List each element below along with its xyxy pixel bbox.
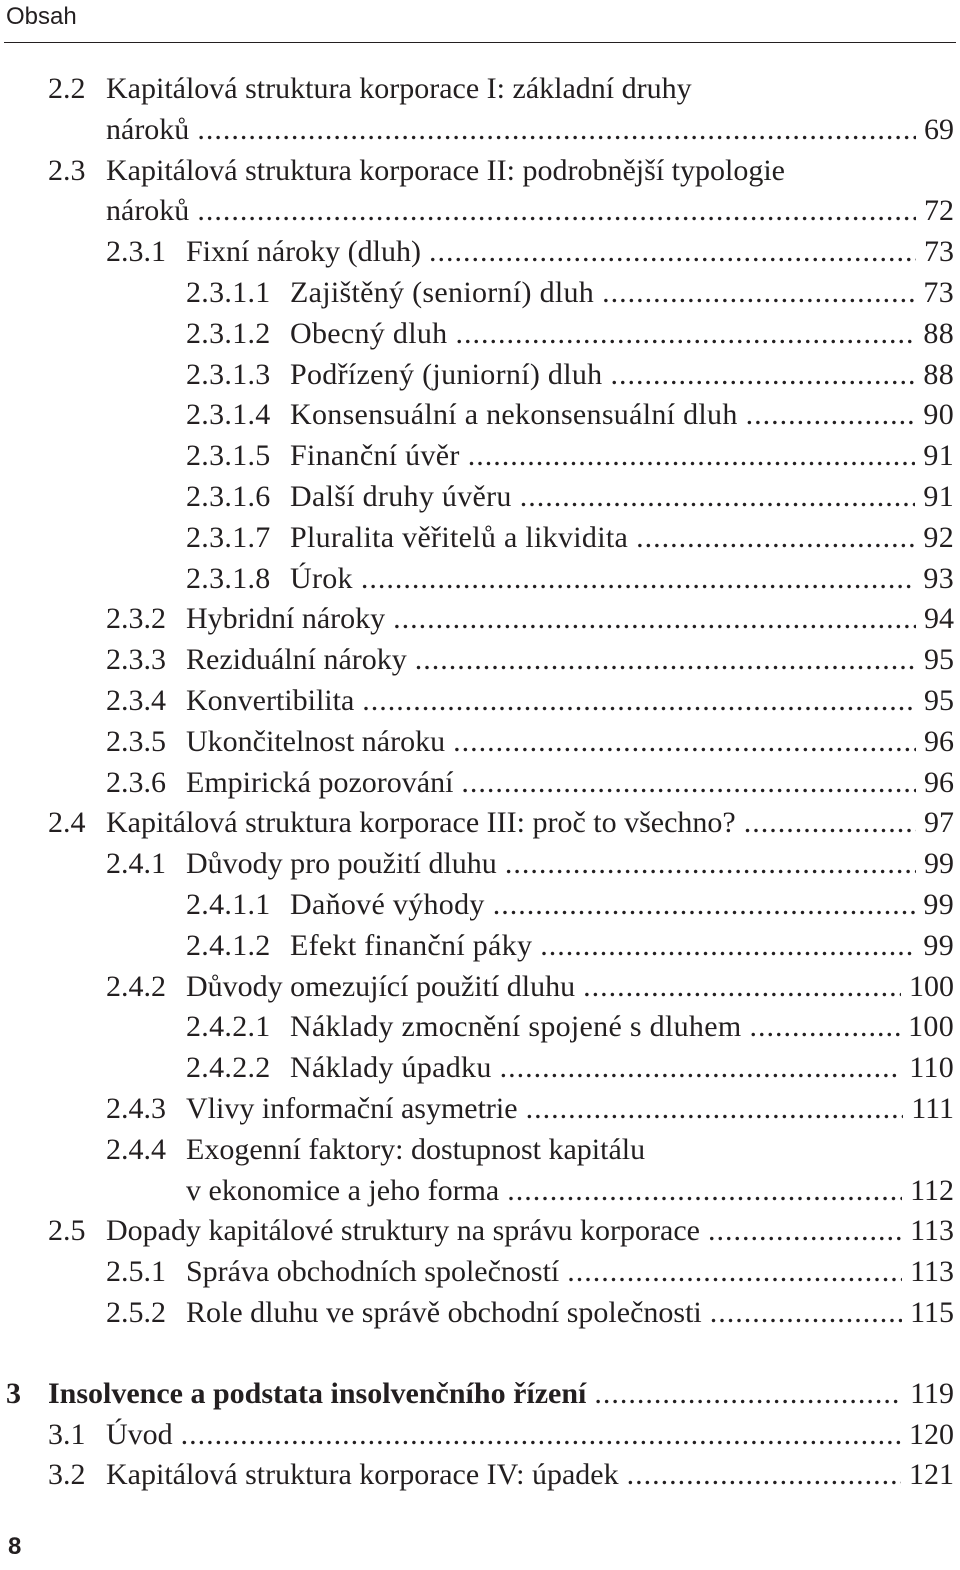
toc-entry-number: 2.3.1.3: [186, 357, 271, 391]
toc-entry-title: Role dluhu ve správě obchodní společnosti: [186, 1295, 702, 1329]
dot-leader: [610, 355, 915, 396]
toc-entry-body: [186, 1130, 954, 1212]
toc-entry-number: 2.3.1.1: [186, 275, 271, 309]
toc-entry-number: 2.3.2: [106, 602, 166, 636]
toc-entry[interactable]: [0, 355, 960, 396]
toc-entry-title: Správa obchodních společností: [186, 1255, 560, 1289]
toc-entry-page-number: 90: [923, 398, 954, 432]
toc-entry-title: Vlivy informační asymetrie: [186, 1091, 518, 1125]
dot-leader: [197, 191, 916, 232]
toc-entry-page-number: 96: [924, 765, 954, 799]
toc-entry-body: [290, 559, 954, 600]
toc-entry-title: Úvod: [106, 1417, 173, 1451]
toc-entry-number: 2.4.2: [106, 969, 166, 1003]
toc-entry-page-number: 94: [924, 602, 954, 636]
toc-entry-body: [106, 803, 954, 844]
toc-entry-leader-line: [186, 232, 954, 273]
toc-entry-number: 2.3.1.7: [186, 520, 271, 554]
toc-entry-body: [186, 599, 954, 640]
toc-entry-number: 2.2: [48, 72, 86, 105]
running-head: Obsah: [6, 3, 77, 30]
toc-entry-title: Důvody omezující použití dluhu: [186, 969, 576, 1003]
toc-entry-body: [186, 763, 954, 804]
toc-entry-number: 2.5.1: [106, 1255, 166, 1289]
toc-entry-body: [290, 926, 954, 967]
dot-leader: [749, 1007, 900, 1048]
dot-leader: [540, 926, 915, 967]
toc-entry-body: [290, 436, 954, 477]
toc-entry[interactable]: [0, 232, 960, 273]
toc-entry-body: [106, 1455, 954, 1496]
toc-entry-page-number: 92: [923, 520, 954, 554]
toc-entry-page-number: 95: [924, 643, 954, 677]
toc-entry[interactable]: [0, 518, 960, 559]
toc-entry-body: [186, 640, 954, 681]
toc-entry-number: 2.4.3: [106, 1091, 166, 1125]
toc-entry-number: 2.3.1.6: [186, 479, 271, 513]
toc-entry-body: [290, 1048, 954, 1089]
toc-entry-number: 3.1: [48, 1417, 86, 1451]
toc-entry-leader-line: [186, 681, 954, 722]
toc-entry[interactable]: [0, 477, 960, 518]
dot-leader: [583, 967, 901, 1008]
toc-entry-title: Kapitálová struktura korporace II: podrobnější typologie: [106, 153, 785, 187]
toc-entry-page-number: 100: [909, 969, 954, 1003]
toc-entry[interactable]: [0, 640, 960, 681]
toc-entry-leader-line: [106, 1211, 954, 1252]
toc-entry-page-number: 121: [909, 1458, 954, 1492]
dot-leader: [594, 1374, 902, 1415]
dot-leader: [429, 232, 916, 273]
dot-leader: [361, 559, 916, 600]
toc-entry-body: [186, 1293, 954, 1334]
toc-entry-leader-line: [186, 1089, 954, 1130]
toc-entry-body: [290, 1007, 954, 1048]
toc-entry[interactable]: [0, 722, 960, 763]
toc-entry[interactable]: [0, 1211, 960, 1252]
toc-entry-body: [186, 844, 954, 885]
toc-entry-number: 2.5: [48, 1214, 86, 1248]
toc-entry-number: 2.3.3: [106, 643, 166, 677]
toc-entry-title: Úrok: [290, 561, 353, 595]
toc-entry-leader-line: [106, 803, 954, 844]
toc-entry-leader-line: [186, 1171, 954, 1212]
toc-entry-title: Ukončitelnost nároku: [186, 724, 446, 758]
toc-entry-number: 2.3.1: [106, 235, 166, 269]
toc-entry-leader-line: [290, 1007, 954, 1048]
toc-entry-number: 2.3.5: [106, 724, 166, 758]
toc-entry-number: 2.4: [48, 806, 86, 840]
toc-entry-number: 2.3.1.2: [186, 316, 271, 350]
dot-leader: [636, 518, 915, 559]
toc-entry-body: [186, 1089, 954, 1130]
toc-entry-title: Kapitálová struktura korporace I: základní druhy: [106, 72, 692, 105]
toc-entry-page-number: 99: [923, 887, 954, 921]
toc-entry-leader-line: [290, 314, 954, 355]
dot-leader: [393, 599, 916, 640]
toc-entry-body: [290, 314, 954, 355]
toc-entry[interactable]: [0, 1374, 960, 1415]
toc-entry[interactable]: [0, 926, 960, 967]
toc-entry-title: Fixní nároky (dluh): [186, 235, 421, 269]
toc-entry-title: Daňové výhody: [290, 887, 485, 921]
toc-entry-page-number: 72: [924, 194, 954, 228]
toc-entry-leader-line: [106, 191, 954, 232]
toc-entry-leader-line: [290, 885, 954, 926]
toc-entry-title: Reziduální nároky: [186, 643, 407, 677]
toc-entry-page-number: 100: [908, 1010, 954, 1044]
toc-entry-body: [106, 1415, 954, 1456]
toc-entry[interactable]: [0, 1130, 960, 1212]
toc-entry-number: 2.3.4: [106, 683, 166, 717]
toc-entry-leader-line: [290, 436, 954, 477]
toc-entry-title: Podřízený (juniorní) dluh: [290, 357, 603, 391]
toc-entry-body: [290, 273, 954, 314]
toc-entry-body: [290, 518, 954, 559]
toc-entry-number: 2.4.1: [106, 847, 166, 881]
toc-entry-leader-line: [186, 844, 954, 885]
dot-leader: [468, 436, 916, 477]
toc-entry[interactable]: [0, 599, 960, 640]
toc-entry-title: Efekt finanční páky: [290, 928, 533, 962]
toc-entry-body: [290, 477, 954, 518]
toc-entry-number: 2.4.4: [106, 1132, 166, 1166]
toc-entry-page-number: 113: [910, 1214, 954, 1248]
toc-entry[interactable]: [0, 314, 960, 355]
toc-entry-title: Další druhy úvěru: [290, 479, 512, 513]
toc-entry-number: 2.3.6: [106, 765, 166, 799]
toc-entry-title: Náklady zmocnění spojené s dluhem: [290, 1010, 742, 1044]
toc-entry-page-number: 91: [923, 479, 954, 513]
toc-entry-leader-line: [106, 110, 954, 151]
toc-entry-title: Kapitálová struktura korporace IV: úpadek: [106, 1458, 619, 1492]
toc-entry-page-number: 88: [923, 316, 954, 350]
dot-leader: [520, 477, 916, 518]
toc-entry-title-line: [106, 151, 954, 192]
toc-entry-leader-line: [290, 355, 954, 396]
toc-entry-title: Důvody pro použití dluhu: [186, 847, 497, 881]
toc-entry-leader-line: [186, 967, 954, 1008]
toc-entry-title: Zajištěný (seniorní) dluh: [290, 275, 595, 309]
dot-leader: [746, 395, 916, 436]
toc-entry[interactable]: [0, 1048, 960, 1089]
toc-entry-title: Hybridní nároky: [186, 602, 386, 636]
toc-entry-leader-line: [290, 559, 954, 600]
dot-leader: [627, 1455, 901, 1496]
toc-entry[interactable]: [0, 967, 960, 1008]
dot-leader: [197, 110, 916, 151]
toc-entry-leader-line: [290, 926, 954, 967]
dot-leader: [455, 314, 915, 355]
toc-entry-title-line: [106, 69, 954, 110]
toc-entry-page-number: 69: [924, 112, 954, 146]
toc-entry-page-number: 99: [924, 847, 954, 881]
toc-entry-page-number: 115: [910, 1295, 954, 1329]
toc-entry-body: [106, 69, 954, 151]
toc-entry-number: 2.3.1.5: [186, 439, 271, 473]
toc-entry-page-number: 111: [911, 1091, 954, 1125]
toc-entry-page-number: 91: [923, 439, 954, 473]
toc-entry-page-number: 120: [909, 1417, 954, 1451]
toc-entry[interactable]: [0, 1252, 960, 1293]
toc-entry-page-number: 73: [924, 235, 954, 269]
toc-entry-number: 2.5.2: [106, 1295, 166, 1329]
dot-leader: [500, 1048, 902, 1089]
toc-entry-body: [48, 1374, 954, 1415]
toc-entry-page-number: 97: [924, 806, 954, 840]
toc-entry-title-continuation: nároků: [106, 194, 190, 228]
dot-leader: [526, 1089, 904, 1130]
toc-entry-body: [186, 967, 954, 1008]
toc-entry-page-number: 119: [910, 1376, 954, 1410]
toc-entry-body: [186, 1252, 954, 1293]
toc-entry-page-number: 88: [923, 357, 954, 391]
toc-entry-body: [290, 395, 954, 436]
dot-leader: [567, 1252, 902, 1293]
toc-entry-page-number: 112: [910, 1173, 954, 1207]
toc-entry-leader-line: [290, 1048, 954, 1089]
dot-leader: [181, 1415, 901, 1456]
toc-entry-number: 3.2: [48, 1458, 86, 1492]
toc-entry-leader-line: [48, 1374, 954, 1415]
toc-entry[interactable]: [0, 1415, 960, 1456]
toc-entry-page-number: 96: [924, 724, 954, 758]
toc-entry[interactable]: [0, 436, 960, 477]
toc-entry[interactable]: [0, 844, 960, 885]
toc-entry-body: [290, 355, 954, 396]
toc-entry[interactable]: [0, 69, 960, 151]
toc-entry[interactable]: [0, 803, 960, 844]
dot-leader: [493, 885, 916, 926]
toc-entry-number: 2.3.1.4: [186, 398, 271, 432]
toc-entry-title: Náklady úpadku: [290, 1051, 492, 1085]
toc-entry-leader-line: [186, 1293, 954, 1334]
toc-entry-title: Obecný dluh: [290, 316, 448, 350]
table-of-contents: [0, 69, 960, 1496]
toc-entry-number: 2.4.2.2: [186, 1051, 271, 1085]
toc-entry-number: 2.4.2.1: [186, 1010, 271, 1044]
toc-entry-body: [106, 151, 954, 233]
toc-entry[interactable]: [0, 763, 960, 804]
toc-entry-leader-line: [290, 273, 954, 314]
toc-entry-title-continuation: v ekonomice a jeho forma: [186, 1173, 500, 1207]
dot-leader: [415, 640, 916, 681]
toc-entry-title: Insolvence a podstata insolvenčního řízení: [48, 1376, 587, 1410]
toc-entry[interactable]: [0, 1089, 960, 1130]
dot-leader: [602, 273, 915, 314]
toc-entry-title: Dopady kapitálové struktury na správu korporace: [106, 1214, 700, 1248]
toc-entry[interactable]: [0, 395, 960, 436]
toc-entry-title: Kapitálová struktura korporace III: proč to všechno?: [106, 806, 736, 840]
toc-entry[interactable]: [0, 1007, 960, 1048]
dot-leader: [744, 803, 916, 844]
dot-leader: [505, 844, 916, 885]
toc-entry-number: 3: [6, 1376, 21, 1410]
dot-leader: [362, 681, 916, 722]
toc-entry-leader-line: [186, 722, 954, 763]
toc-entry-page-number: 110: [909, 1051, 954, 1085]
toc-entry-title: Finanční úvěr: [290, 439, 460, 473]
toc-entry[interactable]: [0, 559, 960, 600]
toc-entry-leader-line: [186, 599, 954, 640]
toc-entry-body: [186, 722, 954, 763]
toc-entry-body: [186, 232, 954, 273]
dot-leader: [708, 1211, 902, 1252]
toc-entry-leader-line: [186, 640, 954, 681]
toc-entry[interactable]: [0, 151, 960, 233]
toc-entry-leader-line: [290, 518, 954, 559]
toc-entry-leader-line: [290, 477, 954, 518]
toc-entry[interactable]: [0, 1455, 960, 1496]
toc-entry[interactable]: [0, 885, 960, 926]
toc-entry-body: [290, 885, 954, 926]
toc-entry-title: Konsensuální a nekonsensuální dluh: [290, 398, 738, 432]
toc-entry-page-number: 113: [910, 1255, 954, 1289]
toc-entry-title: Konvertibilita: [186, 683, 355, 717]
page-folio: 8: [8, 1533, 22, 1560]
toc-entry-number: 2.4.1.1: [186, 887, 271, 921]
toc-entry[interactable]: [0, 1293, 960, 1334]
toc-entry-leader-line: [186, 1252, 954, 1293]
dot-leader: [507, 1171, 902, 1212]
toc-entry-body: [186, 681, 954, 722]
toc-entry[interactable]: [0, 273, 960, 314]
toc-entry-title: Pluralita věřitelů a likvidita: [290, 520, 629, 554]
toc-entry-leader-line: [106, 1415, 954, 1456]
toc-entry-page-number: 99: [923, 928, 954, 962]
toc-entry-page-number: 73: [923, 275, 954, 309]
toc-entry-title: Empirická pozorování: [186, 765, 454, 799]
toc-entry-number: 2.3.1.8: [186, 561, 271, 595]
dot-leader: [453, 722, 916, 763]
toc-entry-leader-line: [186, 763, 954, 804]
dot-leader: [461, 763, 916, 804]
dot-leader: [710, 1293, 902, 1334]
toc-entry[interactable]: [0, 681, 960, 722]
toc-entry-page-number: 93: [923, 561, 954, 595]
toc-entry-leader-line: [290, 395, 954, 436]
toc-entry-leader-line: [106, 1455, 954, 1496]
toc-entry-title-line: [186, 1130, 954, 1171]
toc-entry-body: [106, 1211, 954, 1252]
header-rule: [4, 42, 956, 43]
toc-entry-page-number: 95: [924, 683, 954, 717]
toc-entry-title: Exogenní faktory: dostupnost kapitálu: [186, 1132, 646, 1166]
toc-entry-number: 2.4.1.2: [186, 928, 271, 962]
toc-entry-title-continuation: nároků: [106, 112, 190, 146]
toc-entry-number: 2.3: [48, 153, 86, 187]
